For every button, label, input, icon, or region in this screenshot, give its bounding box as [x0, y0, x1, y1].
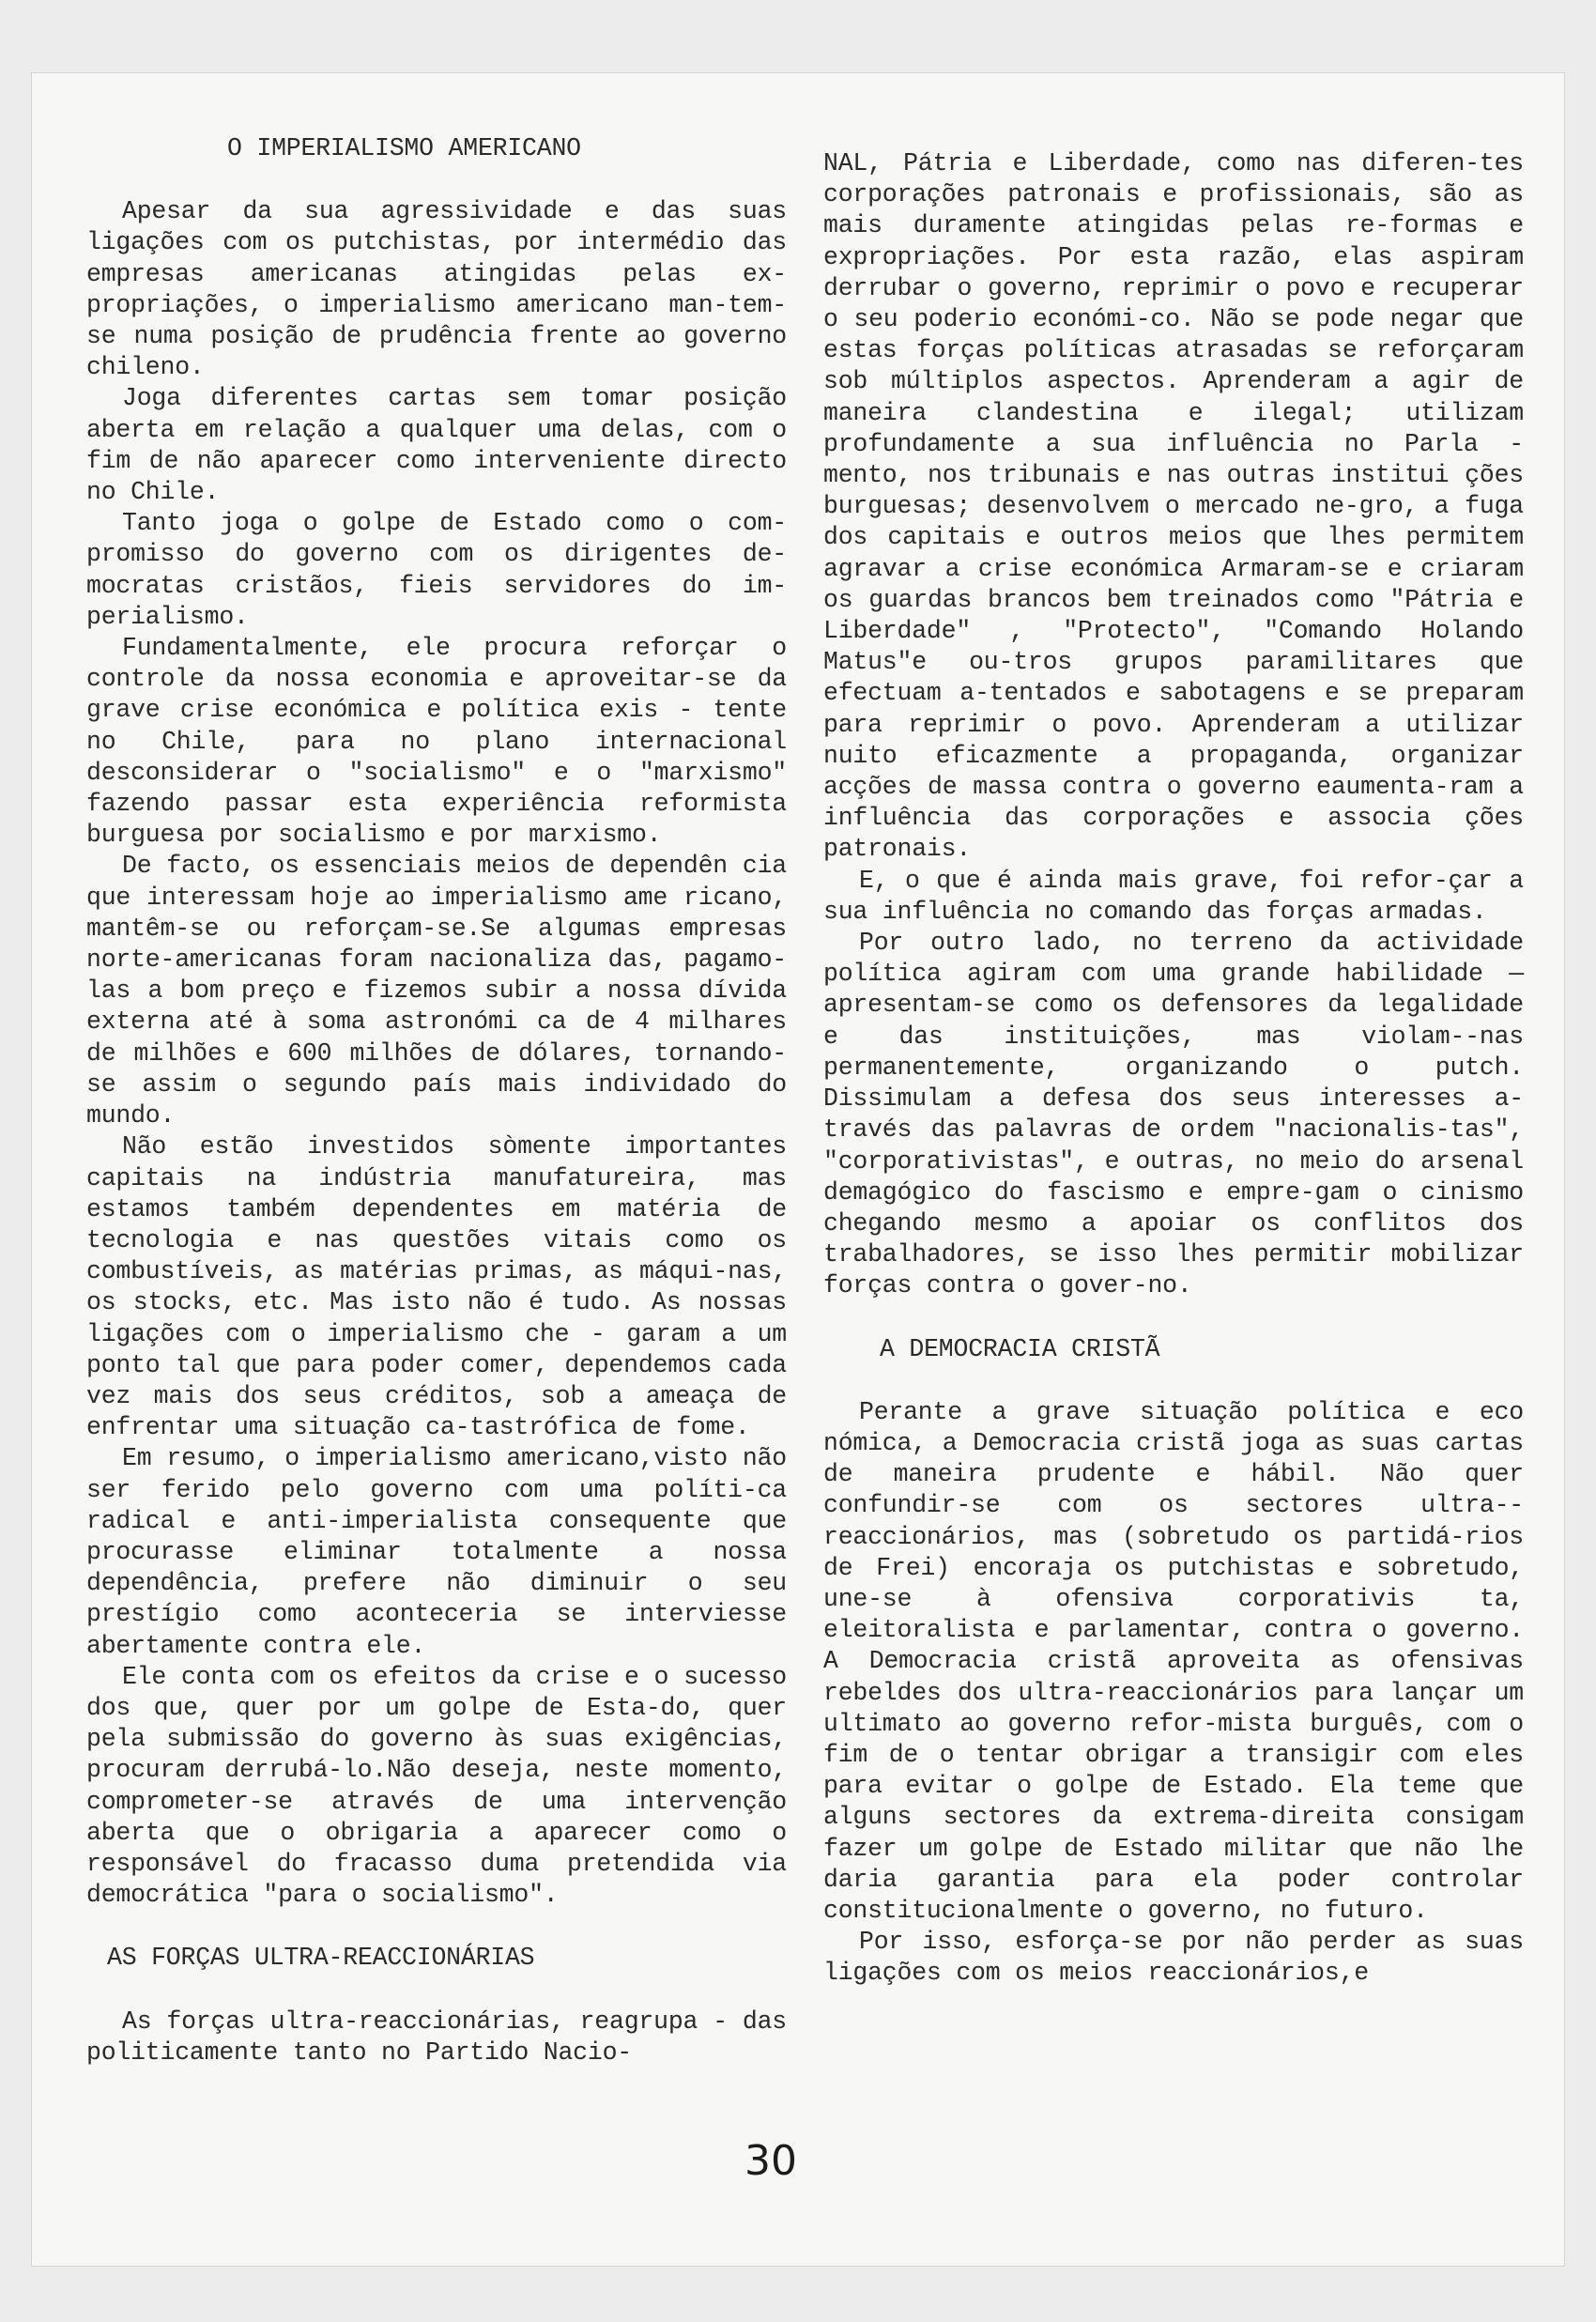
section-title-forcas-ultra-reaccionarias: AS FORÇAS ULTRA-REACCIONÁRIAS: [107, 1944, 535, 1973]
document-page: [31, 72, 1565, 2267]
right-column: [823, 73, 1524, 1990]
paragraph: As forças ultra-reaccionárias, reagrupa - das politicamente tanto no Partido Nacio-: [86, 2007, 787, 2067]
paragraph: De facto, os essenciais meios de dependên cia que interessam hoje ao imperialismo ame ricano, mantêm-se ou reforçam-se.Se algumas empresas norte-americanas foram nacionaliza das, pagamo-las a bom preço e fizemos subir a nossa dívida externa até à soma astronómi ca de 4 milhares de milhões e 600 milhões de dólares, tornando-se assim o segundo país mais individado do mundo.: [86, 852, 787, 1130]
paragraph: Por isso, esforça-se por não perder as suas ligações com os meios reaccionários,e: [823, 1928, 1524, 1988]
paragraph: Ele conta com os efeitos da crise e o sucesso dos que, quer por um golpe de Esta-do, quer pela submissão do governo às suas exigências, procuram derrubá-lo.Não deseja, neste momento, comprometer-se através de uma intervenção aberta que o obrigaria a aparecer como o responsável do fracasso duma pretendida via democrática "para o socialismo".: [86, 1662, 787, 1910]
paragraph: Tanto joga o golpe de Estado como o com-promisso do governo com os dirigentes de-mocratas cristãos, fieis servidores do im-perialismo.: [86, 509, 787, 631]
page-number: 30: [744, 2137, 797, 2185]
paragraph: E, o que é ainda mais grave, foi refor-çar a sua influência no comando das forças armadas.: [823, 866, 1524, 926]
paragraph: Em resumo, o imperialismo americano,visto não ser ferido pelo governo com uma políti-ca radical e anti-imperialista consequente que procurasse eliminar totalmente a nossa dependência, prefere não diminuir o seu prestígio como aconteceria se interviesse abertamente contra ele.: [86, 1444, 787, 1660]
left-column: [86, 73, 787, 2068]
paragraph: Joga diferentes cartas sem tomar posição aberta em relação a qualquer uma delas, com o fim de não aparecer como interveniente directo no Chile.: [86, 384, 787, 507]
paragraph: Perante a grave situação política e eco nómica, a Democracia cristã joga as suas cartas de maneira prudente e hábil. Não quer confundir-se com os sectores ultra--reaccionários, mas (sobretudo os partidá-rios de Frei) encoraja os putchistas e sobretudo, une-se à ofensiva corporativis ta, eleitoralista e parlamentar, contra o governo. A Democracia cristã aproveita as ofensivas rebeldes dos ultra-reaccionários para lançar um ultimato ao governo refor-mista burguês, com o fim de o tentar obrigar a transigir com eles para evitar o golpe de Estado. Ela teme que alguns sectores da extrema-direita consigam fazer um golpe de Estado militar que não lhe daria garantia para ela poder controlar constitucionalmente o governo, no futuro.: [823, 1397, 1524, 1925]
paragraph: Apesar da sua agressividade e das suas ligações com os putchistas, por intermédio das empresas americanas atingidas pelas ex-propriações, o imperialismo americano man-tem-se numa posição de prudência frente ao governo chileno.: [86, 197, 787, 382]
section-title-imperialismo: O IMPERIALISMO AMERICANO: [227, 134, 581, 162]
paragraph: Fundamentalmente, ele procura reforçar o controle da nossa economia e aproveitar-se da grave crise económica e política exis - tente no Chile, para no plano internacional desconsiderar o "socialismo" e o "marxismo" fazendo passar esta experiência reformista burguesa por socialismo e por marxismo.: [86, 634, 787, 850]
section-title-democracia-crista: A DEMOCRACIA CRISTÃ: [880, 1334, 1160, 1363]
paragraph-continuation: NAL, Pátria e Liberdade, como nas diferen-tes corporações patronais e profissionais, são as mais duramente atingidas pelas re-formas e expropriações. Por esta razão, elas aspiram derrubar o governo, reprimir o povo e recuperar o seu poderio económi-co. Não se pode negar que estas forças políticas atrasadas se reforçaram sob múltiplos aspectos. Aprenderam a agir de maneira clandestina e ilegal; utilizam profundamente a sua influência no Parla - mento, nos tribunais e nas outras institui ções burguesas; desenvolvem o mercado ne-gro, a fuga dos capitais e outros meios que lhes permitem agravar a crise económica Armaram-se e criaram os guardas brancos bem treinados como "Pátria e Liberdade" , "Protecto", "Comando Holando Matus"e ou-tros grupos paramilitares que efectuam a-tentados e sabotagens e se preparam para reprimir o povo. Aprenderam a utilizar nuito eficazmente a propaganda, organizar acções de massa contra o governo eaumenta-ram a influência das corporações e associa ções patronais.: [823, 149, 1524, 864]
paragraph: Por outro lado, no terreno da actividade política agiram com uma grande habilidade — apresentam-se como os defensores da legalidade e das instituições, mas violam--nas permanentemente, organizando o putch. Dissimulam a defesa dos seus interesses a-través das palavras de ordem "nacionalis-tas", "corporativistas", e outras, no meio do arsenal demagógico do fascismo e empre-gam o cinismo chegando mesmo a apoiar os conflitos dos trabalhadores, se isso lhes permitir mobilizar forças contra o gover-no.: [823, 929, 1524, 1300]
paragraph: Não estão investidos sòmente importantes capitais na indústria manufatureira, mas estamos também dependentes em matéria de tecnologia e nas questões vitais como os combustíveis, as matérias primas, as máqui-nas, os stocks, etc. Mas isto não é tudo. As nossas ligações com o imperialismo che - garam a um ponto tal que para poder comer, dependemos cada vez mais dos seus créditos, sob a ameaça de enfrentar uma situação ca-tastrófica de fome.: [86, 1132, 787, 1442]
